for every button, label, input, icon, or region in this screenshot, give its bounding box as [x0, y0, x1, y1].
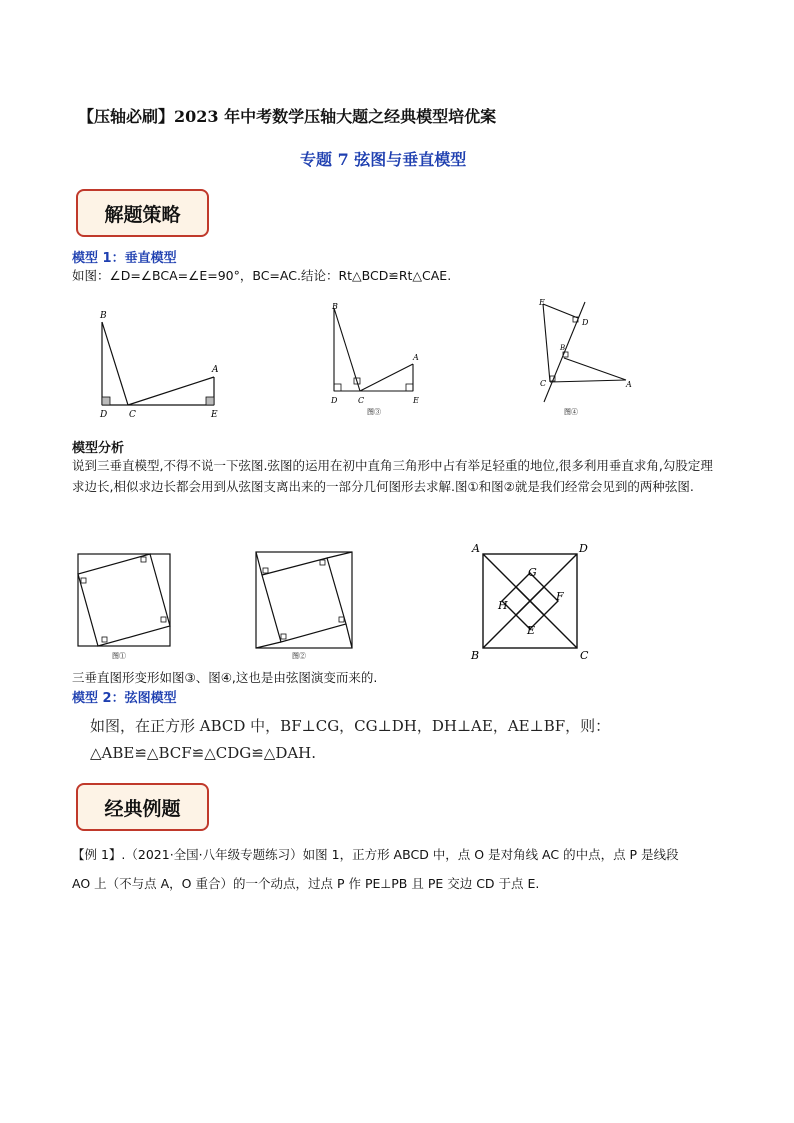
label-d: D [100, 410, 108, 420]
label-c: C [580, 649, 589, 662]
label-a: A [212, 365, 219, 375]
figure-three-perpendicular-4 [530, 298, 640, 420]
label-b: B [100, 311, 107, 321]
label-e: E [413, 396, 419, 405]
label-a: A [413, 353, 419, 362]
label-c: C [540, 379, 547, 388]
figure-pythagoras-diagram-2 [252, 548, 357, 663]
label-e: E [527, 624, 536, 637]
figure-caption: 图① [112, 652, 126, 660]
label-c: C [129, 410, 136, 420]
strategy-badge [76, 189, 209, 237]
analysis-heading: 模型分析 [72, 441, 125, 456]
model2-line-2: △ABE≌△BCF≌△CDG≌△DAH. [90, 744, 317, 762]
label-f: F [556, 590, 564, 603]
figure-caption: 图④ [564, 408, 578, 416]
label-c: C [358, 396, 365, 405]
label-b: B [560, 344, 566, 352]
example-1-line-1: 【例 1】.（2021·全国·八年级专题练习）如图 1，正方形 ABCD 中，点 O 是对角线 AC 的中点，点 P 是线段 [72, 847, 679, 862]
model2-heading: 模型 2：弦图模型 [72, 691, 177, 706]
figure-chord-square [466, 537, 596, 667]
label-g: G [528, 566, 537, 579]
label-e: E [539, 298, 545, 307]
label-b: B [332, 302, 338, 311]
variant-text: 三垂直图形变形如图③、图④,这也是由弦图演变而来的. [72, 670, 378, 685]
example-1-line-2: AO 上（不与点 A，O 重合）的一个动点，过点 P 作 PE⊥PB 且 PE 交边 CD 于点 E. [72, 876, 540, 891]
model2-line-1: 如图，在正方形 ABCD 中，BF⊥CG，CG⊥DH，DH⊥AE，AE⊥BF，则： [90, 717, 611, 735]
model1-heading: 模型 1：垂直模型 [72, 251, 177, 266]
document-title: 【压轴必刷】2023 年中考数学压轴大题之经典模型培优案 [78, 107, 497, 126]
model1-text: 如图：∠D=∠BCA=∠E=90°，BC=AC.结论：Rt△BCD≌Rt△CAE. [72, 268, 452, 283]
label-e: E [211, 410, 218, 420]
label-a: A [472, 542, 480, 555]
figure-three-perpendicular-1 [90, 305, 230, 420]
figure-pythagoras-diagram-1 [72, 548, 177, 663]
label-d: D [331, 396, 338, 405]
examples-badge [76, 783, 209, 831]
label-b: B [471, 649, 480, 662]
figure-three-perpendicular-3 [322, 298, 432, 420]
figure-caption: 图③ [367, 408, 381, 416]
strategy-badge-label: 解题策略 [104, 203, 181, 226]
analysis-text: 说到三垂直模型,不得不说一下弦图.弦图的运用在初中直角三角形中占有举足轻重的地位,很多利用垂直求角,勾股定理求边长,相似求边长都会用到从弦图支离出来的一部分几何图形去求解.图①和图②就是我们经常会见到的两种弦图. [72, 458, 713, 494]
figure-caption: 图② [292, 652, 306, 660]
examples-badge-label: 经典例题 [104, 797, 181, 820]
label-d: D [582, 318, 589, 327]
label-d: D [579, 542, 588, 555]
label-h: H [498, 599, 508, 612]
topic-title: 专题 7 弦图与垂直模型 [300, 150, 467, 169]
label-a: A [626, 380, 632, 389]
